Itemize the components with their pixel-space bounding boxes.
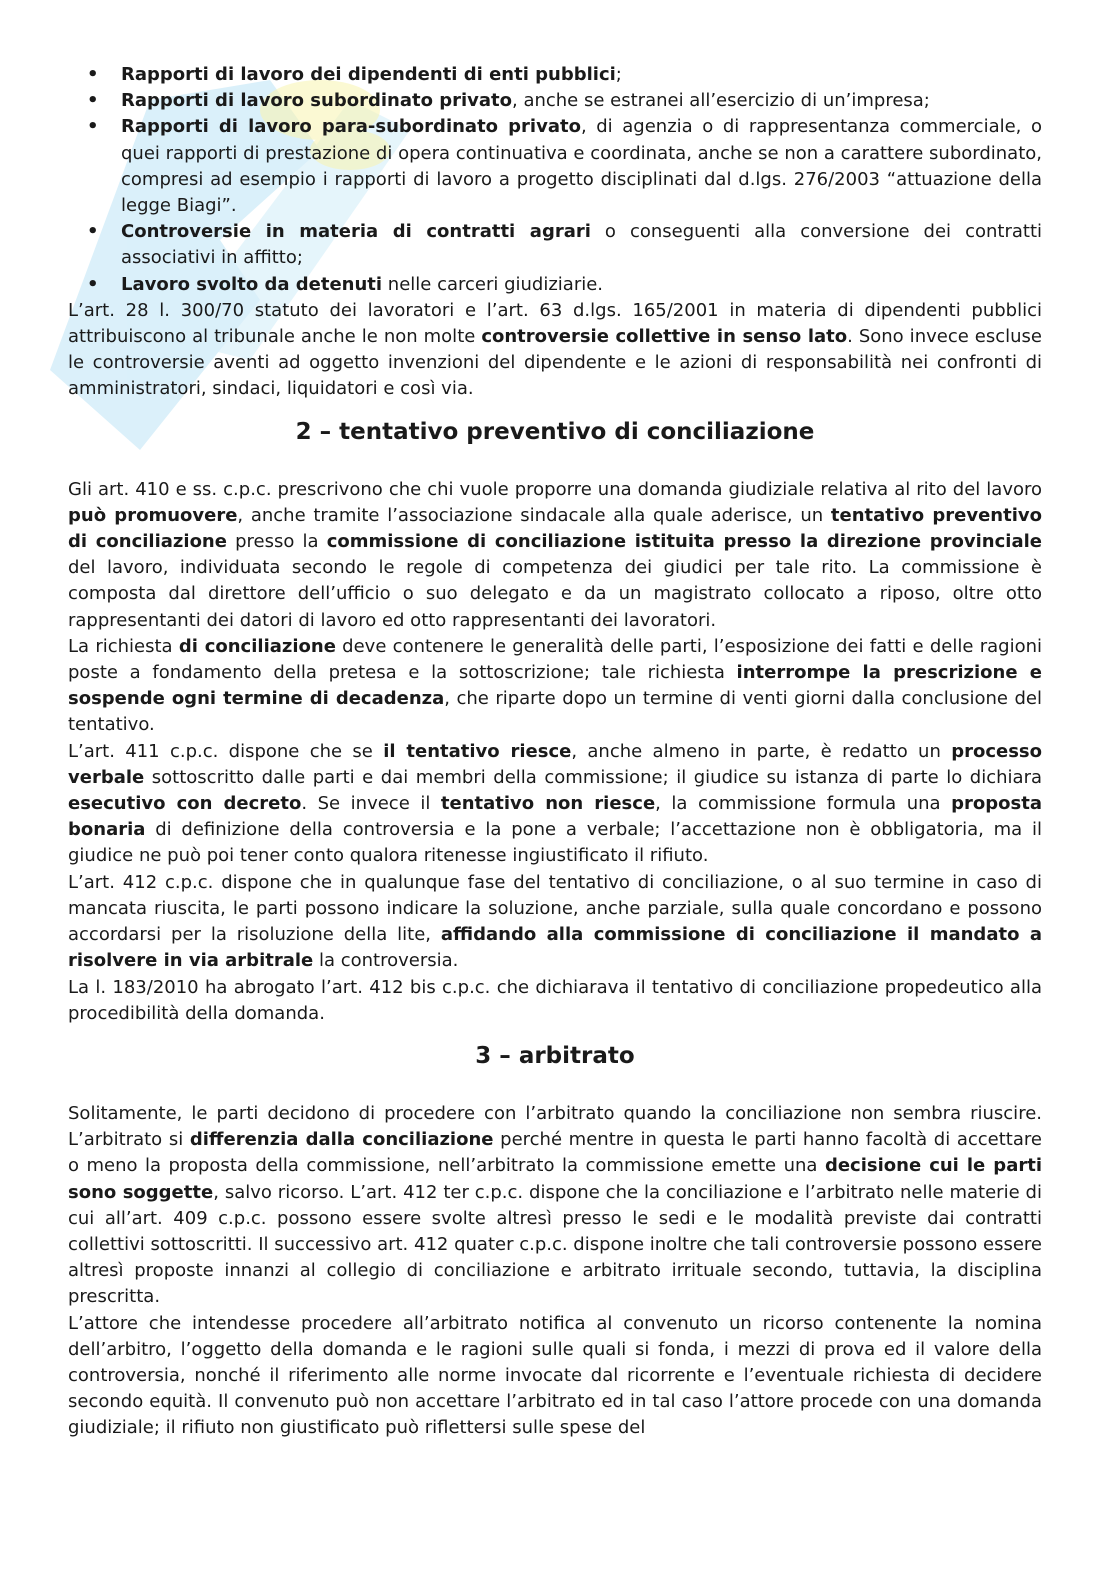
section-2-paragraph: La richiesta di conciliazione deve contenere le generalità delle parti, l’esposizione dei fatti e delle ragioni poste a fondamento della pretesa e la sottoscrizione; tale richiesta interrompe la prescrizione e sospende ogni termine di decadenza, che riparte dopo un termine di venti giorni dalla conclusione del tentativo. (68, 635, 1042, 736)
section-3-paragraph: L’attore che intendesse procedere all’arbitrato notifica al convenuto un ricorso contenente la nomina dell’arbitro, l’oggetto della domanda e le ragioni sulle quali si fonda, i mezzi di prova ed il valore della controversia, nonché il riferimento alle norme invocate dal ricorrente e l’eventuale richiesta di decidere secondo equità. Il convenuto può non accettare l’arbitrato ed in tal caso l’attore procede con una domanda giudiziale; il rifiuto non giustificato può riflettersi sulle spese del (68, 1312, 1042, 1439)
section-2-title: 2 – tentativo preventivo di conciliazione (295, 418, 815, 445)
section-2-paragraph: Gli art. 410 e ss. c.p.c. prescrivono che chi vuole proporre una domanda giudiziale relativa al rito del lavoro può promuovere, anche tramite l’associazione sindacale alla quale aderisce, un tentativo preventivo di conciliazione presso la commissione di conciliazione istituita presso la direzione provinciale del lavoro, individuata secondo le regole di competenza dei giudici per tale rito. La commissione è composta dal direttore dell’ufficio o suo delegato e da un magistrato collocato a riposo, oltre otto rappresentanti dei datori di lavoro ed otto rappresentanti dei lavoratori. (68, 478, 1042, 631)
section-3-paragraph: Solitamente, le parti decidono di procedere con l’arbitrato quando la conciliazione non sembra riuscire. L’arbitrato si differenzia dalla conciliazione perché mentre in questa le parti hanno facoltà di accettare o meno la proposta della commissione, nell’arbitrato la commissione emette una decisione cui le parti sono soggette, salvo ricorso. L’art. 412 ter c.p.c. dispone che la conciliazione e l’arbitrato nelle materie di cui all’art. 409 c.p.c. possono essere svolte altresì presso le sedi e le modalità previste dai contratti collettivi sottoscritti. Il successivo art. 412 quater c.p.c. dispone inoltre che tali controversie possono essere altresì proposte innanzi al collegio di conciliazione e arbitrato irrituale secondo, tuttavia, la disciplina prescritta. (68, 1102, 1042, 1308)
intro-paragraph: L’art. 28 l. 300/70 statuto dei lavoratori e l’art. 63 d.lgs. 165/2001 in materia di dipendenti pubblici attribuiscono al tribunale anche le non molte controversie collettive in senso lato. Sono invece escluse le controversie aventi ad oggetto invenzioni del dipendente e le azioni di responsabilità nei confronti di amministratori, sindaci, liquidatori e così via. (68, 299, 1043, 400)
jurisdiction-list (68, 62, 1042, 298)
section-3-title: 3 – arbitrato (475, 1042, 635, 1069)
section-2-paragraph: L’art. 412 c.p.c. dispone che in qualunque fase del tentativo di conciliazione, o al suo termine in caso di mancata riuscita, le parti possono indicare la soluzione, anche parziale, sulla quale concordano e possono accordarsi per la risoluzione della lite, affidando alla commissione di conciliazione il mandato a risolvere in via arbitrale la controversia. (68, 871, 1043, 972)
document-page (68, 62, 1042, 1442)
list-item: • Controversie in materia di contratti agrari o conseguenti alla conversione dei contratti associativi in affitto; (68, 219, 1042, 271)
list-item: • Rapporti di lavoro subordinato privato, anche se estranei all’esercizio di un’impresa; (68, 88, 1042, 114)
section-2-paragraph: La l. 183/2010 ha abrogato l’art. 412 bis c.p.c. che dichiarava il tentativo di conciliazione propedeutico alla procedibilità della domanda. (68, 976, 1042, 1024)
list-item: • Lavoro svolto da detenuti nelle carceri giudiziarie. (68, 272, 1042, 298)
list-item: • Rapporti di lavoro dei dipendenti di enti pubblici; (68, 62, 1042, 88)
list-item: • Rapporti di lavoro para-subordinato privato, di agenzia o di rappresentanza commerciale, o quei rapporti di prestazione di opera continuativa e coordinata, anche se non a carattere subordinato, compresi ad esempio i rapporti di lavoro a progetto disciplinati dal d.lgs. 276/2003 “attuazione della legge Biagi”. (68, 114, 1042, 219)
section-2-paragraph: L’art. 411 c.p.c. dispone che se il tentativo riesce, anche almeno in parte, è redatto un processo verbale sottoscritto dalle parti e dai membri della commissione; il giudice su istanza di parte lo dichiara esecutivo con decreto. Se invece il tentativo non riesce, la commissione formula una proposta bonaria di definizione della controversia e la pone a verbale; l’accettazione non è obbligatoria, ma il giudice ne può poi tener conto qualora ritenesse ingiustificato il rifiuto. (68, 740, 1042, 867)
